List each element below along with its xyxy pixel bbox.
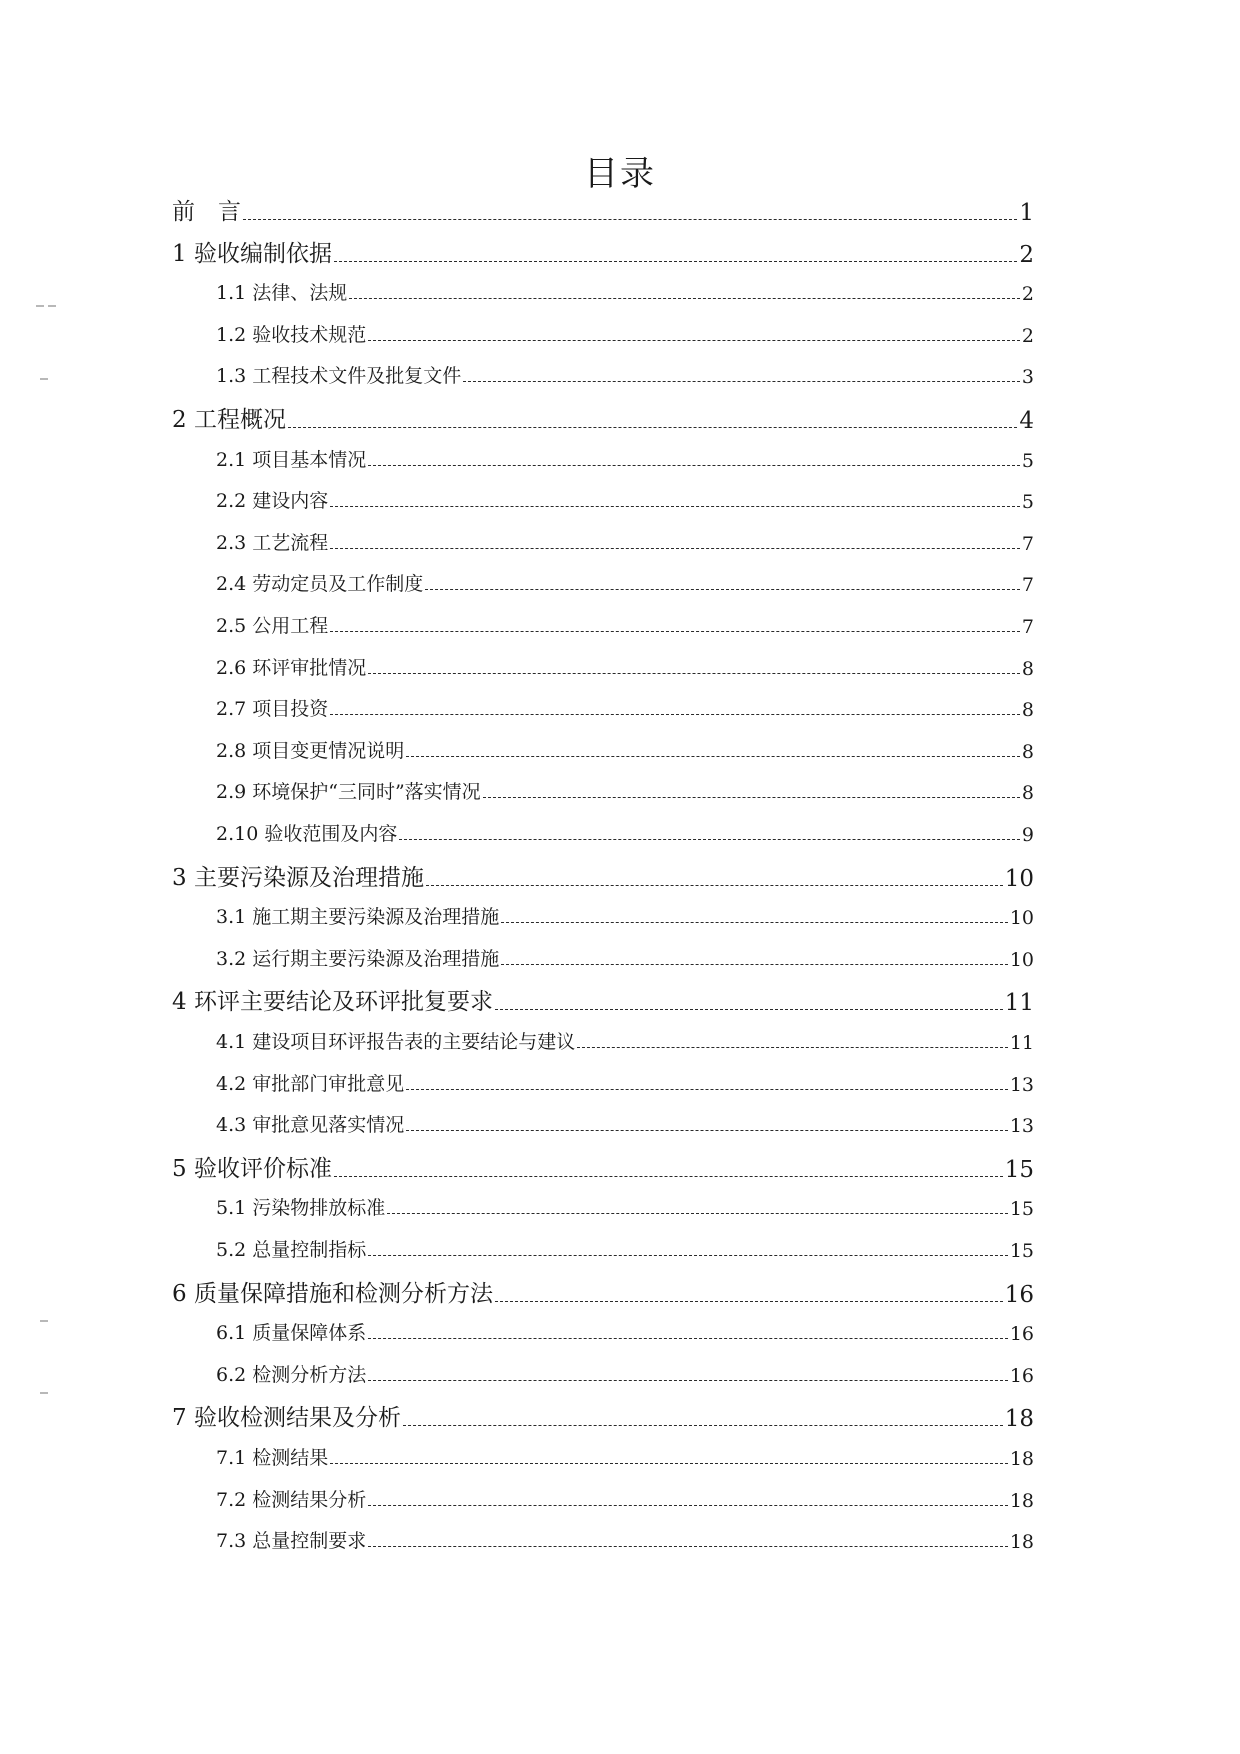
toc-entry-label: 6.2 检测分析方法 — [216, 1364, 367, 1386]
toc-section-entry[interactable] — [216, 1444, 1034, 1470]
toc-entry-label: 7 验收检测结果及分析 — [172, 1405, 401, 1431]
dot-leader — [334, 1176, 1003, 1177]
toc-entry-label: 6 质量保障措施和检测分析方法 — [172, 1281, 493, 1307]
toc-section-entry[interactable] — [216, 1028, 1034, 1054]
toc-entry-label: 2.9 环境保护“三同时”落实情况 — [216, 781, 481, 803]
toc-section-entry[interactable] — [216, 1486, 1034, 1512]
toc-section-entry[interactable] — [216, 1194, 1034, 1220]
toc-page-number: 8 — [1021, 658, 1034, 680]
toc-page-number: 8 — [1021, 741, 1034, 763]
toc-section-entry[interactable] — [216, 1319, 1034, 1345]
toc-chapter-entry[interactable] — [172, 1278, 1034, 1308]
toc-section-entry[interactable] — [216, 612, 1034, 638]
toc-section-entry[interactable] — [216, 570, 1034, 596]
scan-speck — [40, 378, 48, 380]
toc-page-number: 16 — [1004, 1282, 1034, 1308]
toc-page-number: 13 — [1009, 1074, 1034, 1096]
toc-entry-label: 5 验收评价标准 — [172, 1156, 332, 1182]
toc-page-number: 10 — [1009, 949, 1034, 971]
toc-chapter-entry[interactable] — [172, 196, 1034, 226]
dot-leader — [368, 1546, 1008, 1547]
dot-leader — [368, 673, 1020, 674]
toc-section-entry[interactable] — [216, 737, 1034, 763]
dot-leader — [288, 427, 1017, 428]
toc-page-number: 10 — [1009, 907, 1034, 929]
toc-section-entry[interactable] — [216, 1236, 1034, 1262]
dot-leader — [387, 1213, 1008, 1214]
dot-leader — [330, 506, 1020, 507]
toc-entry-label: 5.2 总量控制指标 — [216, 1239, 367, 1261]
toc-section-entry[interactable] — [216, 1361, 1034, 1387]
toc-page-number: 11 — [1009, 1032, 1034, 1054]
toc-page-number: 7 — [1021, 533, 1034, 555]
toc-chapter-entry[interactable] — [172, 238, 1034, 268]
toc-section-entry[interactable] — [216, 529, 1034, 555]
dot-leader — [495, 1301, 1003, 1302]
dot-leader — [406, 1089, 1008, 1090]
dot-leader — [501, 964, 1008, 965]
toc-entry-label: 2.4 劳动定员及工作制度 — [216, 573, 424, 595]
toc-section-entry[interactable] — [216, 820, 1034, 846]
toc-entry-label: 1.3 工程技术文件及批复文件 — [216, 365, 462, 387]
dot-leader — [330, 714, 1020, 715]
toc-entry-label: 2.6 环评审批情况 — [216, 657, 367, 679]
toc-page-number: 8 — [1021, 699, 1034, 721]
toc-entry-label: 2.7 项目投资 — [216, 698, 329, 720]
dot-leader — [501, 922, 1008, 923]
dot-leader — [330, 548, 1020, 549]
toc-entry-label: 4.1 建设项目环评报告表的主要结论与建议 — [216, 1031, 576, 1053]
dot-leader — [349, 298, 1020, 299]
toc-entry-label: 2.1 项目基本情况 — [216, 449, 367, 471]
toc-page-number: 18 — [1004, 1406, 1034, 1432]
toc-entry-label: 4.3 审批意见落实情况 — [216, 1114, 405, 1136]
dot-leader — [330, 631, 1020, 632]
scan-speck — [48, 305, 56, 307]
toc-page-number: 7 — [1021, 574, 1034, 596]
toc-chapter-entry[interactable] — [172, 986, 1034, 1016]
toc-page-number: 2 — [1021, 325, 1034, 347]
toc-entry-label: 2.10 验收范围及内容 — [216, 823, 398, 845]
dot-leader — [577, 1047, 1008, 1048]
toc-entry-label: 3.1 施工期主要污染源及治理措施 — [216, 906, 500, 928]
dot-leader — [368, 340, 1020, 341]
toc-section-entry[interactable] — [216, 362, 1034, 388]
toc-page-number: 3 — [1021, 366, 1034, 388]
dot-leader — [483, 797, 1020, 798]
toc-entry-label: 3.2 运行期主要污染源及治理措施 — [216, 948, 500, 970]
toc-chapter-entry[interactable] — [172, 404, 1034, 434]
dot-leader — [406, 756, 1020, 757]
toc-page-number: 9 — [1021, 824, 1034, 846]
toc-page-number: 13 — [1009, 1115, 1034, 1137]
toc-page-number: 1 — [1019, 200, 1034, 226]
dot-leader — [406, 1130, 1008, 1131]
toc-entry-label: 5.1 污染物排放标准 — [216, 1197, 386, 1219]
toc-section-entry[interactable] — [216, 1111, 1034, 1137]
toc-section-entry[interactable] — [216, 654, 1034, 680]
toc-page-number: 4 — [1019, 408, 1034, 434]
page-title: 目录 — [584, 154, 656, 194]
toc-entry-label: 2.8 项目变更情况说明 — [216, 740, 405, 762]
toc-entry-label: 2.5 公用工程 — [216, 615, 329, 637]
toc-entry-label: 4 环评主要结论及环评批复要求 — [172, 989, 493, 1015]
toc-page-number: 15 — [1009, 1198, 1034, 1220]
dot-leader — [463, 381, 1020, 382]
toc-section-entry[interactable] — [216, 695, 1034, 721]
toc-page-number: 18 — [1009, 1531, 1034, 1553]
toc-entry-label: 前 言 — [172, 199, 241, 225]
dot-leader — [368, 1338, 1008, 1339]
toc-entry-label: 4.2 审批部门审批意见 — [216, 1073, 405, 1095]
toc-entry-label: 2.2 建设内容 — [216, 490, 329, 512]
dot-leader — [368, 1255, 1008, 1256]
toc-entry-label: 2.3 工艺流程 — [216, 532, 329, 554]
toc-page-number: 16 — [1009, 1365, 1034, 1387]
toc-page-number: 7 — [1021, 616, 1034, 638]
dot-leader — [368, 1505, 1008, 1506]
dot-leader — [330, 1463, 1008, 1464]
toc-page-number: 18 — [1009, 1448, 1034, 1470]
toc-entry-label: 7.1 检测结果 — [216, 1447, 329, 1469]
scan-speck — [36, 305, 44, 307]
toc-page-number: 16 — [1009, 1323, 1034, 1345]
dot-leader — [426, 885, 1003, 886]
dot-leader — [399, 839, 1020, 840]
toc-page-number: 5 — [1021, 491, 1034, 513]
toc-section-entry[interactable] — [216, 945, 1034, 971]
toc-page-number: 5 — [1021, 450, 1034, 472]
toc-section-entry[interactable] — [216, 321, 1034, 347]
toc-section-entry[interactable] — [216, 279, 1034, 305]
toc-section-entry[interactable] — [216, 903, 1034, 929]
toc-page-number: 2 — [1021, 283, 1034, 305]
dot-leader — [243, 219, 1017, 220]
dot-leader — [403, 1425, 1003, 1426]
toc-section-entry[interactable] — [216, 1527, 1034, 1553]
toc-entry-label: 7.3 总量控制要求 — [216, 1530, 367, 1552]
toc-entry-label: 1 验收编制依据 — [172, 241, 332, 267]
toc-section-entry[interactable] — [216, 487, 1034, 513]
toc-entry-label: 6.1 质量保障体系 — [216, 1322, 367, 1344]
scan-speck — [40, 1320, 48, 1322]
toc-chapter-entry[interactable] — [172, 862, 1034, 892]
toc-section-entry[interactable] — [216, 1070, 1034, 1096]
toc-page-number: 8 — [1021, 782, 1034, 804]
toc-section-entry[interactable] — [216, 778, 1034, 804]
toc-entry-label: 3 主要污染源及治理措施 — [172, 865, 424, 891]
dot-leader — [425, 589, 1020, 590]
toc-page-number: 18 — [1009, 1490, 1034, 1512]
dot-leader — [368, 1380, 1008, 1381]
toc-entry-label: 1.1 法律、法规 — [216, 282, 348, 304]
scan-speck — [40, 1392, 48, 1394]
dot-leader — [368, 465, 1020, 466]
toc-page-number: 11 — [1004, 990, 1034, 1016]
toc-page-number: 2 — [1019, 242, 1034, 268]
toc-page-number: 10 — [1004, 866, 1034, 892]
dot-leader — [334, 261, 1017, 262]
toc-chapter-entry[interactable] — [172, 1153, 1034, 1183]
toc-page-number: 15 — [1004, 1157, 1034, 1183]
toc-page-number: 15 — [1009, 1240, 1034, 1262]
toc-chapter-entry[interactable] — [172, 1402, 1034, 1432]
toc-section-entry[interactable] — [216, 446, 1034, 472]
toc-entry-label: 7.2 检测结果分析 — [216, 1489, 367, 1511]
dot-leader — [495, 1009, 1003, 1010]
toc-entry-label: 2 工程概况 — [172, 407, 286, 433]
toc-entry-label: 1.2 验收技术规范 — [216, 324, 367, 346]
